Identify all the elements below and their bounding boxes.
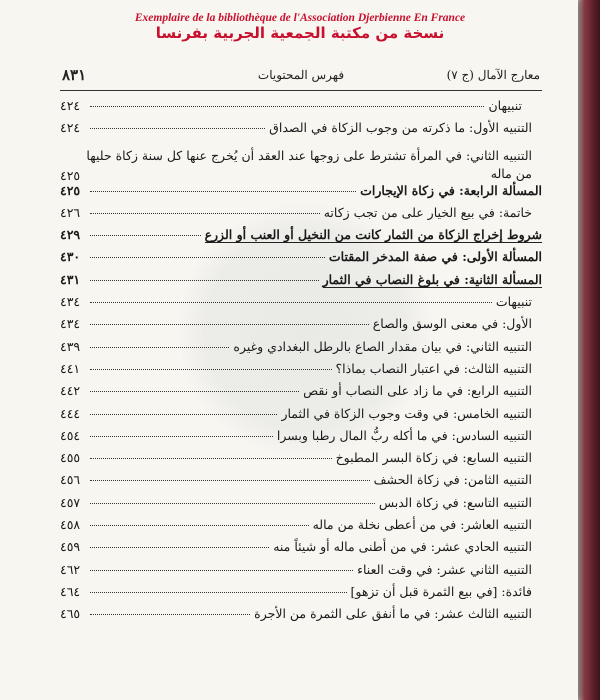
stamp-arabic-text: نسخة من مكتبة الجمعية الجربية بفرنسا: [155, 23, 445, 42]
dot-leader: [90, 436, 273, 437]
toc-entry: [60, 606, 542, 628]
toc-entry-title: تنبيهان: [488, 98, 522, 113]
toc-entry-page: ٤٢٥: [60, 167, 81, 183]
stamp-french-text: Exemplaire de la bibliothèque de l'Association Djerbienne En France: [134, 12, 466, 24]
toc-entry: [60, 183, 542, 205]
toc-entry-title: التنبيه الثاني: في بيان مقدار الصاع بالرطل البغدادي وغيره: [233, 338, 532, 354]
toc-entry-page: ٤٥٥: [60, 450, 81, 466]
toc-entry-page: ٤٣٤: [60, 294, 81, 310]
toc-entry: [60, 539, 542, 561]
toc-entry-page: ٤٤١: [60, 360, 81, 376]
toc-entry-page: ٤٣٤: [60, 316, 81, 332]
toc-entry: [60, 227, 542, 249]
toc-entry-page: ٤٦٢: [60, 561, 81, 577]
toc-entry: [60, 339, 542, 361]
toc-entry: [60, 406, 542, 428]
toc-entry-page: ٤٥٨: [60, 517, 81, 533]
dot-leader: [90, 213, 320, 214]
dot-leader: [90, 391, 299, 392]
dot-leader: [90, 547, 269, 548]
dot-leader: [90, 191, 356, 192]
header-rule: [60, 90, 542, 91]
toc-entry-title: التنبيه الثالث: في اعتبار النصاب بماذا؟: [335, 360, 532, 376]
toc-entry-title: التنبيه السابع: في زكاة البسر المطبوخ: [335, 450, 532, 466]
toc-entry-title: التنبيه الثامن: في زكاة الحشف: [373, 472, 532, 488]
toc-entry: [60, 562, 542, 584]
toc-entry: [60, 249, 542, 271]
dot-leader: [90, 324, 369, 325]
toc-entry: [60, 472, 542, 494]
toc-entry-page: ٤٥٧: [60, 494, 81, 510]
page-header: [62, 66, 540, 88]
toc-entry-page: ٤٥٤: [60, 427, 81, 443]
toc-entry-title: التنبيه الرابع: في ما زاد على النصاب أو نقص: [303, 383, 532, 399]
toc-entry: [60, 428, 542, 450]
toc-entry: [60, 316, 542, 338]
dot-leader: [90, 369, 332, 370]
dot-leader: [90, 503, 375, 504]
dot-leader: [90, 302, 492, 303]
toc-entry-page: ٤٢٩: [60, 227, 81, 243]
toc-entry: [60, 361, 542, 383]
toc-entry-title: المسألة الثانية: في بلوغ النصاب في الثمار: [322, 271, 542, 287]
toc-entry-title: التنبيه التاسع: في زكاة الدبس: [378, 494, 532, 510]
toc-entry-page: ٤٤٢: [60, 383, 81, 399]
toc-entry-page: ٤٤٤: [60, 405, 81, 421]
dot-leader: [90, 347, 229, 348]
toc-entry-title: خاتمة: في بيع الخيار على من تجب زكاته: [323, 204, 532, 220]
toc-entry: [60, 143, 542, 183]
toc-entry-page: ٤٣٩: [60, 338, 81, 354]
toc-entry-title: فائدة: [في بيع الثمرة قبل أن تزهو]: [350, 583, 532, 599]
toc-entry: [60, 294, 542, 316]
dot-leader: [90, 614, 250, 615]
toc-entry-title: التنبيه العاشر: في من أعطى نخلة من ماله: [312, 517, 532, 533]
dot-leader: [90, 525, 309, 526]
toc-entry-title: تنبيهات: [495, 294, 532, 310]
toc-entry: [60, 98, 542, 120]
toc-entry: [60, 272, 542, 294]
library-stamp: [80, 12, 520, 41]
toc-entry: [60, 205, 542, 227]
toc-entry: [60, 383, 542, 405]
dot-leader: [90, 128, 265, 129]
toc-entry-page: ٤٢٥: [60, 182, 81, 198]
dot-leader: [90, 570, 353, 571]
toc-entry: [60, 120, 542, 142]
toc-entry-page: ٤٦٥: [60, 606, 81, 622]
toc-entry: [60, 517, 542, 539]
toc-entry: [60, 584, 542, 606]
toc-entry-page: ٤٢٦: [60, 204, 81, 220]
toc-entry-title: التنبيه الثاني عشر: في وقت العناء: [357, 561, 532, 577]
toc-entry-page: ٤٣١: [60, 271, 81, 287]
toc-entry-title: التنبيه الأول: ما ذكرته من وجوب الزكاة في الصداق: [269, 120, 532, 136]
dot-leader: [90, 235, 201, 236]
toc-entry-title: شروط إخراج الزكاة من الثمار كانت من النخيل أو العنب أو الزرع: [204, 227, 542, 243]
toc-entry-page: ٤٢٤: [60, 120, 81, 136]
toc-entry-page: ٤٢٤: [60, 98, 81, 113]
toc-entry-page: ٤٣٠: [60, 249, 81, 265]
dot-leader: [90, 458, 332, 459]
dot-leader: [90, 480, 370, 481]
dot-leader: [90, 106, 484, 107]
toc-entry-title: المسألة الرابعة: في زكاة الإيجارات: [360, 182, 542, 198]
toc-entry-title: التنبيه الحادي عشر: في من أطنى ماله أو شيئاً منه: [273, 539, 532, 555]
book-cover-edge: [578, 0, 600, 700]
dot-leader: [90, 257, 325, 258]
toc-entry-title: التنبيه السادس: في ما أكله ربُّ المال رطبا وبسرا: [276, 427, 532, 443]
toc-entry-title: الأول: في معنى الوسق والصاع: [372, 316, 532, 332]
toc-entry-title: المسألة الأولى: في صفة المدخر المقتات: [328, 249, 542, 265]
toc-entry-title: التنبيه الخامس: في وقت وجوب الزكاة في الثمار: [281, 405, 532, 421]
toc-entry-page: ٤٥٦: [60, 472, 81, 488]
toc-entry: [60, 450, 542, 472]
toc-entry: [60, 495, 542, 517]
table-of-contents: [60, 98, 542, 629]
toc-entry-page: ٤٥٩: [60, 539, 81, 555]
toc-entry-title: التنبيه الثالث عشر: في ما أنفق على الثمرة من الأجرة: [254, 606, 532, 622]
dot-leader: [90, 414, 277, 415]
running-book-title: معارج الآمال (ج ٧): [446, 68, 540, 82]
dot-leader: [90, 592, 347, 593]
toc-entry-page: ٤٦٤: [60, 583, 81, 599]
toc-entry-title: التنبيه الثاني: في المرأة تشترط على زوجها عند العقد أن يُخرج عنها كل سنة زكاة حليها من ماله: [86, 147, 532, 181]
page-number: ٨٣١: [62, 66, 87, 84]
dot-leader: [90, 280, 319, 281]
running-section-title: فهرس المحتويات: [257, 68, 345, 82]
